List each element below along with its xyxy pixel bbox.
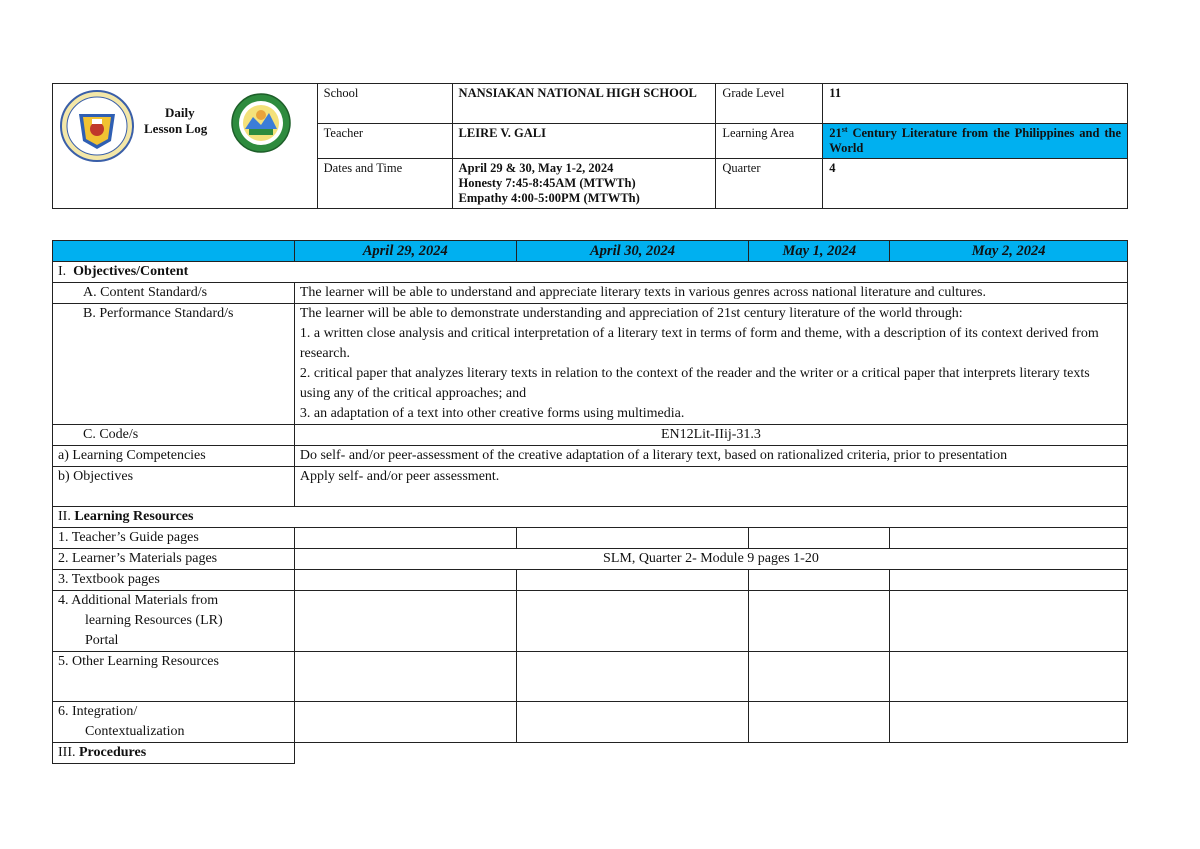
integration-label: 6. Integration/ Contextualization xyxy=(53,702,295,743)
teacher-label: Teacher xyxy=(317,124,452,159)
performance-standard-row xyxy=(53,304,1128,425)
section-objectives-title: I. Objectives/Content xyxy=(53,262,1128,283)
school-value: NANSIAKAN NATIONAL HIGH SCHOOL xyxy=(452,84,716,124)
area-label: Learning Area xyxy=(716,124,823,159)
other-resources-label: 5. Other Learning Resources xyxy=(53,652,295,702)
competencies-text: Do self- and/or peer-assessment of the creative adaptation of a literary text, based on rationalized criteria, prior to presentation xyxy=(294,446,1127,467)
header-table xyxy=(52,83,1128,209)
cell xyxy=(749,570,890,591)
cell xyxy=(516,652,749,702)
cell xyxy=(294,652,516,702)
code-row xyxy=(53,425,1128,446)
dates-value: April 29 & 30, May 1-2, 2024 Honesty 7:45-8:45AM (MTWTh) Empathy 4:00-5:00PM (MTWTh) xyxy=(452,159,716,209)
objectives-label: b) Objectives xyxy=(53,467,295,507)
cell xyxy=(516,591,749,652)
cell xyxy=(890,591,1128,652)
cell xyxy=(294,570,516,591)
section-resources-title: II. Learning Resources xyxy=(53,507,1128,528)
cell xyxy=(890,702,1128,743)
teachers-guide-row xyxy=(53,528,1128,549)
competencies-row xyxy=(53,446,1128,467)
learners-materials-row xyxy=(53,549,1128,570)
cell xyxy=(890,528,1128,549)
cell xyxy=(294,591,516,652)
cell xyxy=(516,528,749,549)
section-resources-row xyxy=(53,507,1128,528)
date-col-1: April 29, 2024 xyxy=(294,241,516,262)
code-value: EN12Lit-IIij-31.3 xyxy=(294,425,1127,446)
lesson-table xyxy=(52,240,1128,764)
dates-label: Dates and Time xyxy=(317,159,452,209)
teachers-guide-label: 1. Teacher’s Guide pages xyxy=(53,528,295,549)
school-label: School xyxy=(317,84,452,124)
performance-standard-text: The learner will be able to demonstrate understanding and appreciation of 21st century literature of the world through: 1. a written close analysis and critical interpretation of a literary text in terms of form and theme, with a description of its context derived from research. 2. critical paper that analyzes literary texts in relation to the context of the reader and the writer or a critical paper that interprets literary texts using any of the critical approaches; and 3. an adaptation of a text into other creative forms using multimedia. xyxy=(294,304,1127,425)
cell xyxy=(890,570,1128,591)
blank xyxy=(294,743,1127,764)
section-procedures-title: III. Procedures xyxy=(53,743,295,764)
school-seal-icon xyxy=(231,93,291,153)
cell xyxy=(749,652,890,702)
competencies-label: a) Learning Competencies xyxy=(53,446,295,467)
performance-standard-label: B. Performance Standard/s xyxy=(53,304,295,425)
learners-materials-label: 2. Learner’s Materials pages xyxy=(53,549,295,570)
logo-title-cell xyxy=(53,84,318,209)
section-procedures-row xyxy=(53,743,1128,764)
content-standard-row xyxy=(53,283,1128,304)
quarter-label: Quarter xyxy=(716,159,823,209)
objectives-row xyxy=(53,467,1128,507)
title-daily: Daily xyxy=(165,105,195,120)
cell xyxy=(516,570,749,591)
date-header-blank xyxy=(53,241,295,262)
objectives-text: Apply self- and/or peer assessment. xyxy=(294,467,1127,507)
cell xyxy=(749,702,890,743)
content-standard-label: A. Content Standard/s xyxy=(53,283,295,304)
date-col-4: May 2, 2024 xyxy=(890,241,1128,262)
grade-value: 11 xyxy=(823,84,1128,124)
cell xyxy=(890,652,1128,702)
cell xyxy=(749,528,890,549)
grade-label: Grade Level xyxy=(716,84,823,124)
additional-materials-label: 4. Additional Materials from learning Resources (LR) Portal xyxy=(53,591,295,652)
integration-row xyxy=(53,702,1128,743)
area-value: 21st Century Literature from the Philippines and the World xyxy=(823,124,1128,159)
cell xyxy=(294,528,516,549)
learners-materials-value: SLM, Quarter 2- Module 9 pages 1-20 xyxy=(294,549,1127,570)
teacher-value: LEIRE V. GALI xyxy=(452,124,716,159)
date-col-3: May 1, 2024 xyxy=(749,241,890,262)
other-resources-row xyxy=(53,652,1128,702)
title-lesson-log: Lesson Log xyxy=(144,121,208,136)
cell xyxy=(516,702,749,743)
date-header-row xyxy=(53,241,1128,262)
date-col-2: April 30, 2024 xyxy=(516,241,749,262)
quarter-value: 4 xyxy=(823,159,1128,209)
textbook-row xyxy=(53,570,1128,591)
content-standard-text: The learner will be able to understand and appreciate literary texts in various genres across national literature and cultures. xyxy=(294,283,1127,304)
section-objectives-row xyxy=(53,262,1128,283)
additional-materials-row xyxy=(53,591,1128,652)
deped-seal-icon xyxy=(59,89,135,163)
code-label: C. Code/s xyxy=(53,425,295,446)
cell xyxy=(294,702,516,743)
textbook-label: 3. Textbook pages xyxy=(53,570,295,591)
cell xyxy=(749,591,890,652)
